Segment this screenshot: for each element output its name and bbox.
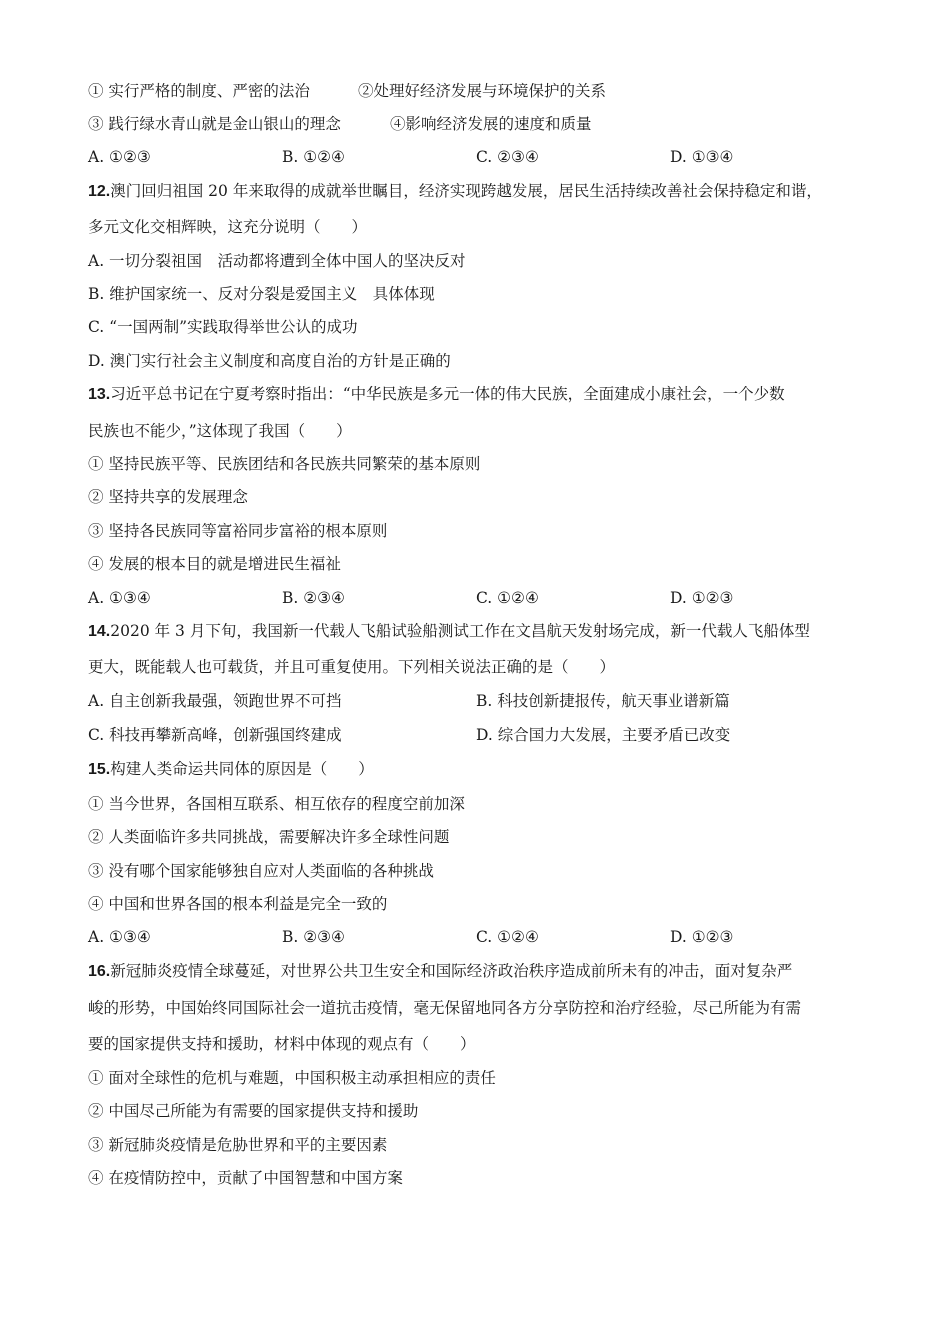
q16-statement-1: ① 面对全球性的危机与难题，中国积极主动承担相应的责任	[88, 1069, 496, 1087]
q12-option-b[interactable]: B. 维护国家统一、反对分裂是爱国主义 具体体现	[88, 285, 435, 303]
q11-statement-2: ②处理好经济发展与环境保护的关系	[358, 82, 607, 100]
q13-statement-1: ① 坚持民族平等、民族团结和各民族共同繁荣的基本原则	[88, 455, 481, 473]
q16-stem-1: 新冠肺炎疫情全球蔓延，对世界公共卫生安全和国际经济政治秩序造成前所未有的冲击，面对复杂严	[110, 962, 793, 980]
q11-option-b[interactable]: B. ①②④	[282, 148, 345, 166]
q16-number: 16.	[88, 963, 111, 980]
q15-stem-line-1	[88, 758, 374, 781]
q13-stem-2: 民族也不能少，”这体现了我国（ ）	[88, 422, 352, 440]
q11-option-d[interactable]: D. ①③④	[670, 148, 734, 166]
q14-number: 14.	[88, 623, 111, 640]
q16-stem-3: 要的国家提供支持和援助，材料中体现的观点有（ ）	[88, 1035, 476, 1053]
q13-statement-4: ④ 发展的根本目的就是增进民生福祉	[88, 555, 341, 573]
q13-stem-1: 习近平总书记在宁夏考察时指出：“中华民族是多元一体的伟大民族，全面建成小康社会，一个少数	[110, 385, 785, 403]
q15-statement-4: ④ 中国和世界各国的根本利益是完全一致的	[88, 895, 388, 913]
q14-stem-2: 更大，既能载人也可载货，并且可重复使用。下列相关说法正确的是（ ）	[88, 658, 616, 676]
q15-option-c[interactable]: C. ①②④	[476, 928, 539, 946]
q15-number: 15.	[88, 761, 111, 778]
q12-number: 12.	[88, 183, 111, 200]
q14-stem-1: 2020 年 3 月下旬，我国新一代载人飞船试验船测试工作在文昌航天发射场完成，新一代载人飞船体型	[110, 622, 810, 640]
q13-option-a[interactable]: A. ①③④	[88, 589, 151, 607]
q16-statement-4: ④ 在疫情防控中，贡献了中国智慧和中国方案	[88, 1169, 403, 1187]
q15-option-d[interactable]: D. ①②③	[670, 928, 734, 946]
q12-stem-1: 澳门回归祖国 20 年来取得的成就举世瞩目，经济实现跨越发展，居民生活持续改善社会保持稳定和谐，	[110, 182, 822, 200]
q14-option-a[interactable]: A. 自主创新我最强，领跑世界不可挡	[88, 692, 342, 710]
q13-option-b[interactable]: B. ②③④	[282, 589, 345, 607]
q16-stem-2: 峻的形势，中国始终同国际社会一道抗击疫情，毫无保留地同各方分享防控和治疗经验，尽己所能为有需	[88, 999, 802, 1017]
q12-option-d[interactable]: D. 澳门实行社会主义制度和高度自治的方针是正确的	[88, 352, 451, 370]
q11-statement-3: ③ 践行绿水青山就是金山银山的理念	[88, 115, 341, 133]
q12-stem-line-1	[88, 180, 822, 203]
q13-statement-2: ② 坚持共享的发展理念	[88, 488, 248, 506]
q16-stem-line-1	[88, 960, 792, 983]
q16-statement-3: ③ 新冠肺炎疫情是危胁世界和平的主要因素	[88, 1136, 388, 1154]
q14-option-b[interactable]: B. 科技创新捷报传，航天事业谱新篇	[476, 692, 730, 710]
q13-number: 13.	[88, 386, 111, 403]
q13-stem-line-1	[88, 383, 785, 406]
q13-option-c[interactable]: C. ①②④	[476, 589, 539, 607]
q15-option-a[interactable]: A. ①③④	[88, 928, 151, 946]
q15-statement-3: ③ 没有哪个国家能够独自应对人类面临的各种挑战	[88, 862, 434, 880]
q12-stem-2: 多元文化交相辉映，这充分说明（ ）	[88, 218, 368, 236]
q12-option-a[interactable]: A. 一切分裂祖国 活动都将遭到全体中国人的坚决反对	[88, 252, 466, 270]
q11-statement-4: ④影响经济发展的速度和质量	[390, 115, 592, 133]
q15-statement-2: ② 人类面临许多共同挑战，需要解决许多全球性问题	[88, 828, 450, 846]
q14-option-d[interactable]: D. 综合国力大发展，主要矛盾已改变	[476, 726, 731, 744]
q15-statement-1: ① 当今世界，各国相互联系、相互依存的程度空前加深	[88, 795, 465, 813]
q13-option-d[interactable]: D. ①②③	[670, 589, 734, 607]
q15-stem-1: 构建人类命运共同体的原因是（ ）	[110, 760, 374, 778]
q12-option-c[interactable]: C. “一国两制”实践取得举世公认的成功	[88, 318, 358, 336]
q11-option-c[interactable]: C. ②③④	[476, 148, 539, 166]
q14-option-c[interactable]: C. 科技再攀新高峰，创新强国终建成	[88, 726, 342, 744]
q11-statement-1: ① 实行严格的制度、严密的法治	[88, 82, 310, 100]
q14-stem-line-1	[88, 620, 810, 643]
q13-statement-3: ③ 坚持各民族同等富裕同步富裕的根本原则	[88, 522, 388, 540]
q16-statement-2: ② 中国尽己所能为有需要的国家提供支持和援助	[88, 1102, 419, 1120]
q11-option-a[interactable]: A. ①②③	[88, 148, 151, 166]
q15-option-b[interactable]: B. ②③④	[282, 928, 345, 946]
